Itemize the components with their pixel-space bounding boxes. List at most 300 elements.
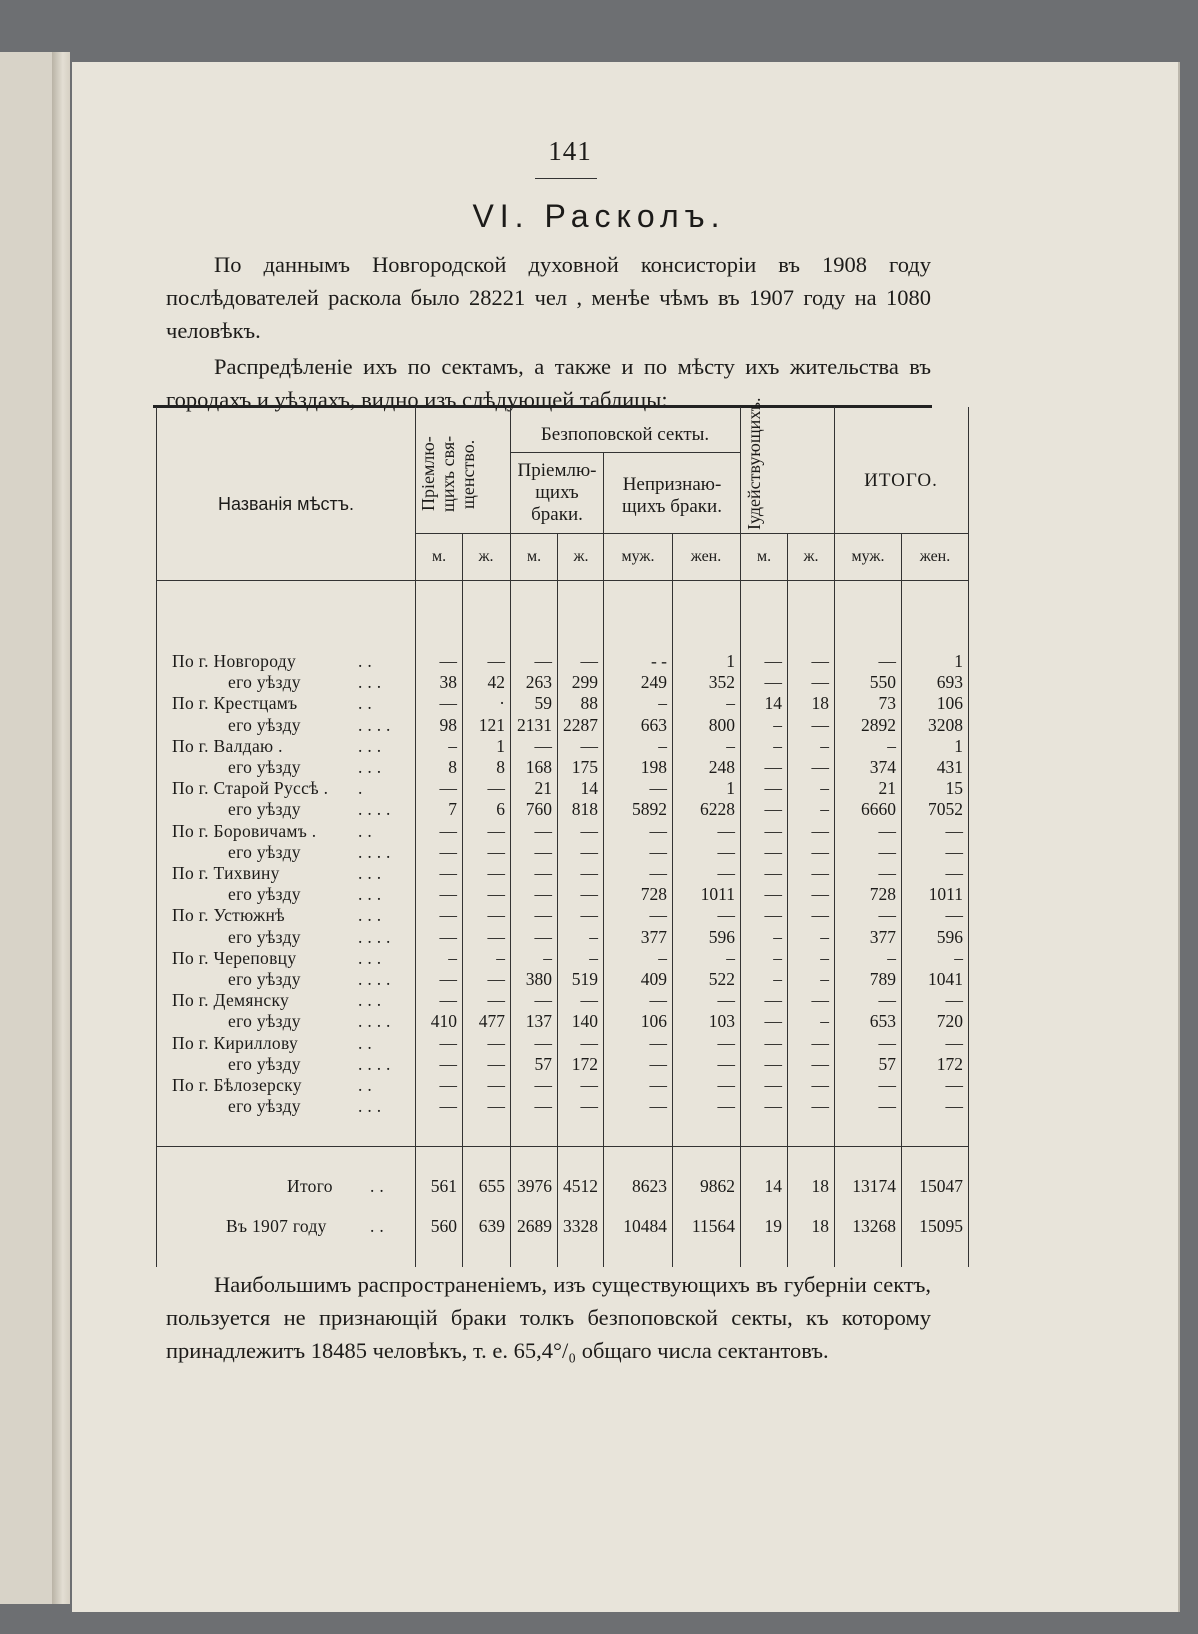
table-header-rule <box>510 452 740 453</box>
table-cell: — <box>439 1053 457 1074</box>
table-cell: — <box>764 905 782 926</box>
table-cell: — <box>717 820 735 841</box>
table-cell: 6 <box>496 799 505 820</box>
table-cell: — <box>487 778 505 799</box>
table-cell: — <box>487 905 505 926</box>
table-cell: — <box>487 1032 505 1053</box>
table-cell: 409 <box>640 969 667 989</box>
table-cell: – <box>773 735 782 756</box>
row-leader-dots: . . <box>370 1216 385 1236</box>
table-cell: 3208 <box>928 714 963 735</box>
table-cell: — <box>811 1075 829 1095</box>
table-cell: — <box>534 905 552 926</box>
page-number: 141 <box>548 136 592 166</box>
table-cell: — <box>439 778 457 799</box>
row-place: его уѣзду <box>228 926 301 947</box>
table-cell: — <box>487 990 505 1011</box>
table-cell: — <box>580 735 598 756</box>
table-cell: — <box>811 651 829 671</box>
table-cell: – <box>726 735 735 756</box>
table-cell: — <box>580 841 598 862</box>
row-place: его уѣзду <box>228 799 301 820</box>
row-leader-dots: . . . . <box>358 1011 391 1032</box>
table-cell: — <box>439 651 457 671</box>
table-cell: — <box>534 990 552 1011</box>
table-cell: — <box>649 820 667 841</box>
row-leader-dots: . . . . <box>358 841 391 862</box>
row-leader-dots: . . <box>358 693 373 714</box>
table-cell: 1 <box>954 735 963 756</box>
table-cell: 720 <box>936 1011 963 1032</box>
table-cell: — <box>534 651 552 671</box>
table-cell: 8623 <box>632 1176 667 1196</box>
table-cell: – <box>773 947 782 968</box>
table-cell: — <box>811 1032 829 1053</box>
table-cell: — <box>487 651 505 671</box>
table-cell: — <box>580 820 598 841</box>
row-place: По г. Череповцу <box>172 947 297 968</box>
table-cell: — <box>945 1075 963 1095</box>
table-cell: – <box>820 969 829 989</box>
table-cell: 2131 <box>517 714 552 735</box>
row-place: По г. Кириллову <box>172 1032 299 1053</box>
table-cell: — <box>945 1032 963 1053</box>
table-cell: — <box>811 905 829 926</box>
row-place: По г. Бѣлозерску <box>172 1075 302 1095</box>
sublabel: муж. <box>621 548 655 565</box>
table-cell: 561 <box>430 1176 457 1196</box>
table-cell: – <box>448 947 457 968</box>
table-cell: 4512 <box>563 1176 598 1196</box>
table-cell: — <box>487 1096 505 1117</box>
table-cell: — <box>764 651 782 671</box>
table-cell: — <box>534 820 552 841</box>
table-cell: — <box>534 735 552 756</box>
row-leader-dots: . . . . <box>358 926 391 947</box>
table-cell: 800 <box>708 714 735 735</box>
table-cell: 560 <box>430 1216 457 1236</box>
table-cell: 198 <box>640 757 667 777</box>
table-cell: 103 <box>708 1011 735 1032</box>
sublabel: жен. <box>919 548 951 565</box>
row-leader-dots: . . . . <box>358 714 391 735</box>
table-cell: 18 <box>811 693 829 714</box>
table-cell: 106 <box>936 693 963 714</box>
sublabel: м. <box>526 548 542 565</box>
table-cell: 248 <box>708 757 735 777</box>
row-leader-dots: . . . . <box>358 1053 391 1074</box>
table-cell: 15 <box>945 778 963 799</box>
row-place: По г. Устюжнѣ <box>172 905 285 926</box>
row-place: его уѣзду <box>228 714 301 735</box>
table-cell: — <box>945 990 963 1011</box>
table-cell: — <box>580 1032 598 1053</box>
table-cell: – <box>820 1011 829 1032</box>
table-cell: 410 <box>430 1011 457 1032</box>
table-cell: 8 <box>448 757 457 777</box>
table-cell: — <box>717 1032 735 1053</box>
table-cell: — <box>649 778 667 799</box>
table-cell: – <box>658 693 667 714</box>
table-cell: 477 <box>478 1011 505 1032</box>
table-cell: — <box>649 1032 667 1053</box>
table-cell: — <box>811 1096 829 1117</box>
table-cell: — <box>878 651 896 671</box>
table-cell: 88 <box>580 693 598 714</box>
summary-row-label: Итого <box>287 1176 333 1196</box>
table-cell: – <box>773 969 782 989</box>
table-cell: 1 <box>954 651 963 671</box>
table-cell: – <box>820 735 829 756</box>
table-cell: — <box>439 820 457 841</box>
table-cell: 263 <box>525 672 552 693</box>
table-cell: - - <box>650 651 667 671</box>
table-cell: — <box>580 884 598 905</box>
table-cell: — <box>487 841 505 862</box>
table-cell: — <box>764 884 782 905</box>
table-divider <box>901 533 902 1267</box>
row-leader-dots: . . . <box>358 1096 382 1117</box>
table-cell: — <box>945 1096 963 1117</box>
table-cell: 42 <box>487 672 505 693</box>
table-cell: 596 <box>936 926 963 947</box>
table-cell: 175 <box>571 757 598 777</box>
row-leader-dots: . . <box>358 651 373 671</box>
table-cell: 137 <box>525 1011 552 1032</box>
table-cell: — <box>534 1096 552 1117</box>
table-cell: – <box>589 926 598 947</box>
table-divider <box>603 452 604 1267</box>
table-cell: — <box>534 1075 552 1095</box>
table-cell: — <box>439 969 457 989</box>
table-cell: – <box>658 735 667 756</box>
table-cell: 6660 <box>861 799 896 820</box>
row-leader-dots: . . . <box>358 947 382 968</box>
table-cell: — <box>534 1032 552 1053</box>
table-cell: 59 <box>534 693 552 714</box>
table-header-rule <box>156 580 968 581</box>
row-place: По г. Новгороду <box>172 651 297 671</box>
row-leader-dots: . . . <box>358 863 382 883</box>
row-leader-dots: . . . <box>358 884 382 905</box>
table-cell: — <box>878 1075 896 1095</box>
table-cell: 519 <box>571 969 598 989</box>
table-cell: — <box>439 990 457 1011</box>
table-cell: 728 <box>869 884 896 905</box>
table-cell: — <box>487 863 505 883</box>
row-place: По г. Боровичамъ . <box>172 820 317 841</box>
row-leader-dots: . . . <box>358 990 382 1011</box>
row-leader-dots: . . <box>370 1176 385 1196</box>
table-cell: — <box>487 969 505 989</box>
row-leader-dots: . . . <box>358 735 382 756</box>
table-cell: 352 <box>708 672 735 693</box>
table-border-right <box>968 407 969 1267</box>
paragraph-table-intro: Распредѣленіе ихъ по сектамъ, а также и по мѣсту ихъ жительства въ городахъ и уѣздахъ, видно изъ слѣдующей таблицы: <box>166 354 931 412</box>
table-cell: 121 <box>478 714 505 735</box>
table-cell: 1 <box>496 735 505 756</box>
table-divider <box>672 533 673 1267</box>
row-leader-dots: . . . <box>358 672 382 693</box>
table-cell: – <box>658 947 667 968</box>
row-place: его уѣзду <box>228 969 301 989</box>
table-cell: — <box>439 884 457 905</box>
header-priests: Пріемлю-щихъ свя-щенство. <box>418 435 478 513</box>
table-cell: — <box>811 863 829 883</box>
table-cell: — <box>764 841 782 862</box>
table-cell: — <box>487 1075 505 1095</box>
table-cell: — <box>439 863 457 883</box>
table-cell: 299 <box>571 672 598 693</box>
row-place: его уѣзду <box>228 884 301 905</box>
table-cell: 760 <box>525 799 552 820</box>
table-cell: — <box>717 863 735 883</box>
table-cell: 18 <box>811 1216 829 1236</box>
table-cell: — <box>945 863 963 883</box>
table-totals-rule <box>156 1146 968 1147</box>
table-cell: 1011 <box>928 884 963 905</box>
table-cell: 789 <box>869 969 896 989</box>
table-cell: 8 <box>496 757 505 777</box>
table-cell: — <box>649 1075 667 1095</box>
table-cell: — <box>878 820 896 841</box>
table-cell: 140 <box>571 1011 598 1032</box>
row-leader-dots: . . . <box>358 757 382 777</box>
table-cell: 14 <box>764 1176 782 1196</box>
table-cell: — <box>649 905 667 926</box>
table-cell: – <box>773 714 782 735</box>
table-cell: 249 <box>640 672 667 693</box>
table-cell: — <box>439 693 457 714</box>
table-cell: 19 <box>764 1216 782 1236</box>
row-leader-dots: . . . <box>358 905 382 926</box>
row-leader-dots: . . . . <box>358 799 391 820</box>
table-cell: — <box>811 672 829 693</box>
table-cell: — <box>717 990 735 1011</box>
table-cell: 38 <box>439 672 457 693</box>
table-cell: – <box>726 693 735 714</box>
sublabel: ж. <box>573 548 589 565</box>
table-cell: 13174 <box>852 1176 896 1196</box>
table-cell: — <box>717 1075 735 1095</box>
table-cell: — <box>878 1096 896 1117</box>
table-cell: — <box>811 820 829 841</box>
table-border-left <box>156 407 157 1267</box>
row-leader-dots: . . <box>358 1075 373 1095</box>
table-cell: 13268 <box>852 1216 896 1236</box>
table-cell: 21 <box>534 778 552 799</box>
table-cell: – <box>954 947 963 968</box>
table-cell: — <box>764 1096 782 1117</box>
header-bezpop-reject: Непризнаю-щихъ браки. <box>622 474 722 517</box>
table-cell: — <box>534 863 552 883</box>
table-cell: — <box>764 1075 782 1095</box>
table-cell: — <box>649 990 667 1011</box>
row-place: его уѣзду <box>228 672 301 693</box>
table-cell: – <box>543 947 552 968</box>
table-cell: 18 <box>811 1176 829 1196</box>
table-cell: — <box>878 905 896 926</box>
table-cell: 1 <box>726 778 735 799</box>
paragraph-intro: По даннымъ Новгородской духовной консисторіи въ 1908 году послѣдователей раскола было 28221 чел , менѣе чѣмъ въ 1907 году на 1080 человѣкъ. <box>166 252 931 343</box>
table-cell: — <box>439 841 457 862</box>
table-cell: — <box>649 841 667 862</box>
table-cell: – <box>726 947 735 968</box>
table-cell: – <box>820 926 829 947</box>
table-cell: — <box>580 863 598 883</box>
table-cell: — <box>439 1032 457 1053</box>
table-cell: 11564 <box>691 1216 735 1236</box>
table-cell: — <box>487 884 505 905</box>
table-cell: – <box>496 947 505 968</box>
table-cell: — <box>649 1096 667 1117</box>
table-cell: — <box>439 926 457 947</box>
table-cell: 374 <box>869 757 896 777</box>
row-leader-dots: . . . . <box>358 969 391 989</box>
paragraph-conclusion: Наибольшимъ распространеніемъ, изъ существующихъ въ губерніи сектъ, пользуется не признающій браки толкъ безпоповской секты, къ которому принадлежитъ 18485 человѣкъ, т. е. 65,4°/₀ общаго числа сектантовъ. <box>166 1272 931 1363</box>
table-cell: — <box>878 1032 896 1053</box>
table-cell: 172 <box>571 1053 598 1074</box>
table-cell: 14 <box>580 778 598 799</box>
table-cell: — <box>764 820 782 841</box>
table-cell: 380 <box>525 969 552 989</box>
table-cell: 377 <box>640 926 667 947</box>
table-cell: – <box>820 799 829 820</box>
row-leader-dots: . <box>358 778 363 799</box>
table-cell: 2287 <box>563 714 598 735</box>
table-cell: 3328 <box>563 1216 598 1236</box>
table-cell: 639 <box>478 1216 505 1236</box>
table-cell: 5892 <box>632 799 667 820</box>
table-cell: 15095 <box>919 1216 963 1236</box>
table-cell: — <box>764 799 782 820</box>
sublabel: муж. <box>851 548 885 565</box>
header-place: Названія мѣстъ. <box>217 494 355 514</box>
table-cell: 596 <box>708 926 735 947</box>
row-place: его уѣзду <box>228 757 301 777</box>
header-total: ИТОГО. <box>864 470 938 491</box>
sublabel: ж. <box>803 548 819 565</box>
table-cell: — <box>945 820 963 841</box>
row-place: его уѣзду <box>228 841 301 862</box>
page-number-underline <box>535 174 597 179</box>
row-place: его уѣзду <box>228 1053 301 1074</box>
table-cell: – <box>820 778 829 799</box>
table-cell: — <box>764 778 782 799</box>
sublabel: м. <box>756 548 772 565</box>
table-cell: — <box>580 905 598 926</box>
table-cell: — <box>439 1075 457 1095</box>
table-cell: 2892 <box>861 714 896 735</box>
table-cell: 653 <box>869 1011 896 1032</box>
table-divider <box>834 407 835 1267</box>
table-cell: 1011 <box>700 884 735 905</box>
row-leader-dots: . . <box>358 820 373 841</box>
table-cell: – <box>820 947 829 968</box>
table-cell: — <box>811 990 829 1011</box>
table-cell: 57 <box>878 1053 896 1074</box>
table-cell: — <box>580 1075 598 1095</box>
table-cell: · <box>499 693 505 714</box>
table-cell: 431 <box>936 757 963 777</box>
table-cell: — <box>534 841 552 862</box>
table-cell: 728 <box>640 884 667 905</box>
table-cell: – <box>589 947 598 968</box>
row-leader-dots: . . <box>358 1032 373 1053</box>
table-cell: 377 <box>869 926 896 947</box>
table-cell: – <box>887 947 896 968</box>
table-cell: — <box>439 905 457 926</box>
table-cell: 10484 <box>623 1216 667 1236</box>
table-cell: — <box>811 884 829 905</box>
table-cell: — <box>764 863 782 883</box>
table-cell: 3976 <box>517 1176 552 1196</box>
table-cell: — <box>717 905 735 926</box>
row-place: По г. Тихвину <box>172 863 280 883</box>
section-title: VI. Расколъ. <box>472 198 726 234</box>
table-cell: — <box>717 1096 735 1117</box>
sublabel: м. <box>431 548 447 565</box>
table-cell: 818 <box>571 799 598 820</box>
row-place: По г. Демянску <box>172 990 290 1011</box>
table-cell: 663 <box>640 714 667 735</box>
table-cell: 168 <box>525 757 552 777</box>
table-cell: — <box>649 1053 667 1074</box>
table-cell: — <box>764 757 782 777</box>
row-place: По г. Старой Руссѣ . <box>172 778 329 799</box>
table-cell: — <box>811 1053 829 1074</box>
table-cell: — <box>811 841 829 862</box>
table-cell: 522 <box>708 969 735 989</box>
table-cell: 9862 <box>700 1176 735 1196</box>
table-cell: — <box>534 884 552 905</box>
header-jews: Іудействующихъ. <box>744 397 764 530</box>
row-place: его уѣзду <box>228 1096 301 1117</box>
table-cell: 1 <box>726 651 735 671</box>
table-cell: — <box>764 1053 782 1074</box>
table-cell: — <box>580 1096 598 1117</box>
table-cell: — <box>878 863 896 883</box>
table-cell: — <box>878 990 896 1011</box>
table-cell: — <box>764 672 782 693</box>
table-cell: — <box>764 990 782 1011</box>
table-cell: 1041 <box>928 969 963 989</box>
table-cell: — <box>811 757 829 777</box>
table-cell: 6228 <box>700 799 735 820</box>
table-cell: — <box>580 990 598 1011</box>
table-cell: – <box>448 735 457 756</box>
table-cell: 21 <box>878 778 896 799</box>
table-cell: – <box>773 926 782 947</box>
table-top-rule <box>153 405 932 408</box>
table-cell: — <box>945 905 963 926</box>
table-cell: — <box>764 1011 782 1032</box>
table-cell: — <box>945 841 963 862</box>
table-cell: 15047 <box>919 1176 963 1196</box>
table-cell: — <box>487 1053 505 1074</box>
table-cell: — <box>487 820 505 841</box>
table-cell: — <box>649 863 667 883</box>
sublabel: жен. <box>690 548 722 565</box>
table-cell: — <box>534 926 552 947</box>
book-spine <box>52 52 70 1604</box>
table-cell: 655 <box>478 1176 505 1196</box>
table-cell: — <box>487 926 505 947</box>
table-cell: 7052 <box>928 799 963 820</box>
header-bezpop: Безпоповской секты. <box>540 424 710 445</box>
table-cell: — <box>717 841 735 862</box>
table-cell: 2689 <box>517 1216 552 1236</box>
